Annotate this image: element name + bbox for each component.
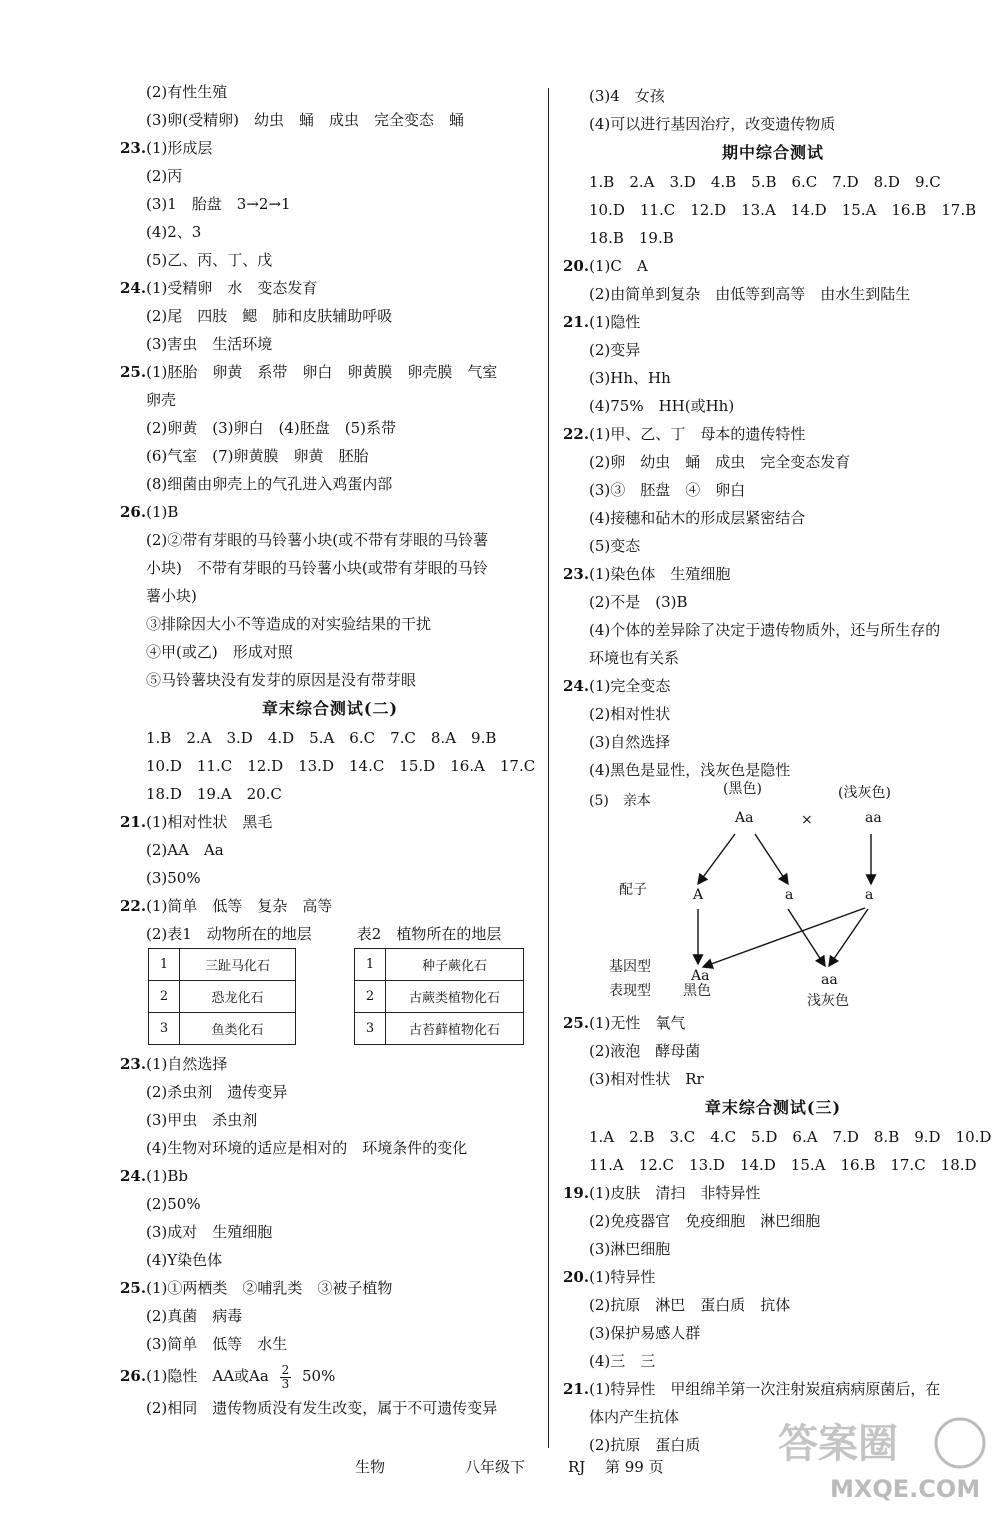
answer-text: (1)皮肤 清扫 非特异性 bbox=[589, 1184, 761, 1202]
stratum-index: 1 bbox=[149, 949, 180, 981]
answer-line bbox=[120, 246, 540, 274]
table-row bbox=[355, 949, 524, 981]
right-answer-lines bbox=[563, 82, 983, 138]
answer-text: (8)细菌由卵壳上的气孔进入鸡蛋内部 bbox=[146, 475, 393, 493]
answer-text: (2)②带有芽眼的马铃薯小块(或不带有芽眼的马铃薯 bbox=[146, 531, 489, 549]
answer-line bbox=[120, 302, 540, 330]
answer-text: (1)完全变态 bbox=[589, 677, 671, 695]
answer-text: (1)甲、乙、丁 母本的遗传特性 bbox=[589, 425, 806, 443]
left-answer-lines bbox=[120, 78, 540, 694]
answer-line bbox=[120, 808, 540, 836]
answer-line bbox=[563, 280, 983, 308]
answer-text: (3)50% bbox=[146, 869, 201, 887]
question-number: 22. bbox=[120, 897, 147, 915]
stratum-index: 3 bbox=[355, 1013, 386, 1045]
answer-text: 1.B 2.A 3.D 4.D 5.A 6.C 7.C 8.A 9.B bbox=[146, 729, 497, 747]
genetics-cross-diagram bbox=[563, 781, 983, 1009]
answer-text: (2)AA Aa bbox=[146, 841, 224, 859]
answer-text: (2)抗原 蛋白质 bbox=[589, 1436, 701, 1454]
answer-line bbox=[120, 1190, 540, 1218]
fossil-name: 鱼类化石 bbox=[180, 1013, 296, 1045]
answer-line bbox=[120, 752, 540, 780]
stratum-index: 2 bbox=[355, 981, 386, 1013]
answer-line: (2)相同 遗传物质没有发生改变，属于不可遗传变异 bbox=[146, 1399, 498, 1417]
parent-genotype-1: Aa bbox=[735, 810, 754, 826]
answer-line bbox=[120, 1218, 540, 1246]
answer-text: (3)成对 生殖细胞 bbox=[146, 1223, 273, 1241]
answer-text: (3)Hh、Hh bbox=[589, 369, 671, 387]
answer-line bbox=[120, 554, 540, 582]
answer-line bbox=[563, 644, 983, 672]
answer-line bbox=[563, 700, 983, 728]
answer-line bbox=[563, 168, 983, 196]
answer-text: (2)50% bbox=[146, 1195, 201, 1213]
answer-text: 11.A 12.C 13.D 14.D 15.A 16.B 17.C 18.D bbox=[589, 1156, 977, 1174]
fossil-name: 三趾马化石 bbox=[180, 949, 296, 981]
left-column bbox=[120, 78, 540, 1422]
question-number: 26. bbox=[120, 503, 147, 521]
answer-line bbox=[120, 190, 540, 218]
answer-line bbox=[120, 470, 540, 498]
answer-line bbox=[563, 1375, 983, 1403]
answer-text: 体内产生抗体 bbox=[589, 1408, 680, 1426]
answer-text: (1)Bb bbox=[146, 1167, 188, 1185]
answer-text: (3)简单 低等 水生 bbox=[146, 1335, 288, 1353]
answer-line bbox=[563, 1319, 983, 1347]
answer-text: (1)特异性 bbox=[589, 1268, 656, 1286]
answer-text: (2)由简单到复杂 由低等到高等 由水生到陆生 bbox=[589, 285, 911, 303]
answer-text: (4)75% HH(或Hh) bbox=[589, 397, 735, 415]
footer-grade: 八年级下 bbox=[465, 1458, 526, 1476]
section-title-midterm: 期中综合测试 bbox=[721, 143, 824, 162]
answer-text: (3)淋巴细胞 bbox=[589, 1240, 671, 1258]
answer-line bbox=[120, 134, 540, 162]
question-number: 20. bbox=[563, 1268, 590, 1286]
answer-text: 1.A 2.B 3.C 4.C 5.D 6.A 7.D 8.B 9.D 10.D bbox=[589, 1128, 992, 1146]
answer-text: (1)简单 低等 复杂 高等 bbox=[146, 897, 333, 915]
answer-line bbox=[563, 504, 983, 532]
answer-text: (1)①两栖类 ②哺乳类 ③被子植物 bbox=[146, 1279, 393, 1297]
answer-line bbox=[120, 1162, 540, 1190]
answer-text: (2)相对性状 bbox=[589, 705, 671, 723]
answer-text: (4)生物对环境的适应是相对的 环境条件的变化 bbox=[146, 1139, 468, 1157]
fossil-name: 古蕨类植物化石 bbox=[386, 981, 524, 1013]
answer-line bbox=[120, 1078, 540, 1106]
answer-line bbox=[120, 892, 540, 920]
footer-page-number: 第 99 页 bbox=[605, 1458, 664, 1476]
answer-text: (1)染色体 生殖细胞 bbox=[589, 565, 731, 583]
question-number: 25. bbox=[120, 363, 147, 381]
answer-line bbox=[120, 1134, 540, 1162]
answer-line bbox=[120, 498, 540, 526]
question-number: 21. bbox=[563, 1380, 590, 1398]
svg-text:答案圈: 答案圈 bbox=[778, 1421, 898, 1467]
answer-line bbox=[120, 330, 540, 358]
answer-text: 18.D 19.A 20.C bbox=[146, 785, 282, 803]
answer-text: (3)1 胎盘 3→2→1 bbox=[146, 195, 291, 213]
question-number: 23. bbox=[563, 565, 590, 583]
answer-text: (4)接穗和砧木的形成层紧密结合 bbox=[589, 509, 806, 527]
answer-line bbox=[563, 1123, 992, 1151]
answer-line bbox=[563, 308, 983, 336]
answer-line bbox=[120, 106, 540, 134]
answer-text: (1)形成层 bbox=[146, 139, 213, 157]
answer-line bbox=[120, 78, 540, 106]
watermark-logo bbox=[770, 1405, 995, 1505]
question-number: 20. bbox=[563, 257, 590, 275]
answer-text: ⑤马铃薯块没有发芽的原因是没有带芽眼 bbox=[146, 671, 417, 689]
fossil-name: 古苔藓植物化石 bbox=[386, 1013, 524, 1045]
tables-caption: (2)表1 动物所在的地层 表2 植物所在的地层 bbox=[146, 925, 502, 943]
answer-line bbox=[563, 448, 983, 476]
answer-text: (2)有性生殖 bbox=[146, 83, 228, 101]
answer-line bbox=[120, 780, 540, 808]
right-column bbox=[563, 82, 992, 1459]
answer-text: (4)黑色是显性，浅灰色是隐性 bbox=[589, 761, 791, 779]
answer-text: (4)可以进行基因治疗，改变遗传物质 bbox=[589, 115, 836, 133]
answer-text: (2)变异 bbox=[589, 341, 641, 359]
answer-text: (1)受精卵 水 变态发育 bbox=[146, 279, 318, 297]
watermark-badge-icon bbox=[770, 1405, 995, 1505]
answer-text: (1)胚胎 卵黄 系带 卵白 卵黄膜 卵壳膜 气室 bbox=[146, 363, 498, 381]
stratum-index: 3 bbox=[149, 1013, 180, 1045]
parent-genotype-2: aa bbox=[865, 810, 882, 826]
answer-text: 小块) 不带有芽眼的马铃薯小块(或带有芽眼的马铃 bbox=[146, 559, 488, 577]
section-title-chapter-test-2: 章末综合测试(二) bbox=[261, 699, 399, 718]
table-row bbox=[149, 1013, 296, 1045]
chapter-test-2-lines bbox=[120, 724, 540, 920]
answer-text: 18.B 19.B bbox=[589, 229, 674, 247]
table-row bbox=[149, 949, 296, 981]
parent-label: (5) 亲本 bbox=[589, 793, 651, 809]
answer-line bbox=[120, 218, 540, 246]
answer-text: 10.D 11.C 12.D 13.A 14.D 15.A 16.B 17.B bbox=[589, 201, 977, 219]
section-title-chapter-test-3: 章末综合测试(三) bbox=[704, 1098, 842, 1117]
answer-line bbox=[120, 1246, 540, 1274]
answer-line bbox=[120, 1330, 540, 1358]
gray-label: (浅灰色) bbox=[838, 785, 891, 801]
gamete-1: A bbox=[693, 887, 704, 903]
answer-text: (5)乙、丙、丁、戊 bbox=[146, 251, 273, 269]
answer-text: (1)特异性 甲组绵羊第一次注射炭疽病病原菌后，在 bbox=[589, 1380, 941, 1398]
answer-line bbox=[563, 588, 983, 616]
answer-line bbox=[563, 110, 983, 138]
answer-line bbox=[120, 526, 540, 554]
stratum-index: 1 bbox=[355, 949, 386, 981]
answer-text: (1)自然选择 bbox=[146, 1055, 228, 1073]
offspring-phenotype-1: 黑色 bbox=[683, 983, 711, 999]
question-number: 24. bbox=[563, 677, 590, 695]
answer-line bbox=[120, 162, 540, 190]
answer-text: (1)C A bbox=[589, 257, 648, 275]
answer-text: 10.D 11.C 12.D 13.D 14.C 15.D 16.A 17.C bbox=[146, 757, 536, 775]
chapter-test-2-lines-continued bbox=[120, 1050, 540, 1358]
answer-text: (2)杀虫剂 遗传变异 bbox=[146, 1083, 288, 1101]
answer-text: (2)卵 幼虫 蛹 成虫 完全变态发育 bbox=[589, 453, 851, 471]
table-row bbox=[355, 981, 524, 1013]
answer-line bbox=[563, 1207, 983, 1235]
answer-text: 卵壳 bbox=[146, 391, 177, 409]
answer-text: 1.B 2.A 3.D 4.B 5.B 6.C 7.D 8.D 9.C bbox=[589, 173, 941, 191]
answer-line bbox=[120, 864, 540, 892]
gamete-2: a bbox=[785, 887, 794, 903]
answer-26: 26.(1)隐性 AA或Aa $\frac{2}{3}$ 50% bbox=[120, 1362, 336, 1391]
answer-line bbox=[120, 724, 540, 752]
answer-text: (3)相对性状 Rr bbox=[589, 1070, 704, 1088]
answer-line bbox=[563, 224, 983, 252]
answer-line bbox=[563, 1291, 983, 1319]
answer-line bbox=[563, 1037, 983, 1065]
footer-subject: 生物 bbox=[355, 1458, 386, 1476]
answer-text: (2)真菌 病毒 bbox=[146, 1307, 243, 1325]
answer-line bbox=[563, 616, 983, 644]
answer-text: (1)无性 氧气 bbox=[589, 1014, 686, 1032]
answer-text: 薯小块) bbox=[146, 587, 197, 605]
answer-line bbox=[563, 756, 983, 784]
answer-line bbox=[563, 1347, 983, 1375]
answer-line bbox=[563, 476, 983, 504]
cross-symbol: × bbox=[801, 812, 813, 828]
question-number: 23. bbox=[120, 1055, 147, 1073]
answer-text: (4)个体的差异除了决定于遗传物质外，还与所生存的 bbox=[589, 621, 941, 639]
black-label: (黑色) bbox=[723, 781, 762, 797]
answer-line bbox=[120, 1050, 540, 1078]
answer-line bbox=[563, 1151, 983, 1179]
answer-text: (2)卵黄 (3)卵白 (4)胚盘 (5)系带 bbox=[146, 419, 396, 437]
answer-text: (4)Y染色体 bbox=[146, 1251, 223, 1269]
gamete-label: 配子 bbox=[619, 882, 647, 898]
footer-edition: RJ bbox=[568, 1458, 586, 1476]
answer-text: (2)丙 bbox=[146, 167, 183, 185]
answer-text: (3)害虫 生活环境 bbox=[146, 335, 273, 353]
answer-line bbox=[120, 1302, 540, 1330]
answer-line bbox=[120, 386, 540, 414]
question-number: 24. bbox=[120, 1167, 147, 1185]
answer-text: 环境也有关系 bbox=[589, 649, 680, 667]
table-row bbox=[355, 1013, 524, 1045]
answer-line bbox=[120, 638, 540, 666]
answer-text: (4)2、3 bbox=[146, 223, 202, 241]
fossil-name: 种子蕨化石 bbox=[386, 949, 524, 981]
answer-text: (3)自然选择 bbox=[589, 733, 671, 751]
answer-line bbox=[120, 582, 540, 610]
answer-line bbox=[563, 1009, 983, 1037]
answer-text: ④甲(或乙) 形成对照 bbox=[146, 643, 293, 661]
table-plant-strata bbox=[354, 948, 524, 1045]
fraction: $\frac{2}{3}$ bbox=[281, 1362, 290, 1391]
answer-line bbox=[563, 420, 983, 448]
answer-text: (1)相对性状 黑毛 bbox=[146, 813, 273, 831]
question-number: 24. bbox=[120, 279, 147, 297]
answer-text: (3)卵(受精卵) 幼虫 蛹 成虫 完全变态 蛹 bbox=[146, 111, 464, 129]
answer-line bbox=[120, 1274, 540, 1302]
column-divider bbox=[548, 88, 549, 1448]
answer-line bbox=[120, 274, 540, 302]
answer-text: (6)气室 (7)卵黄膜 卵黄 胚胎 bbox=[146, 447, 369, 465]
answer-line bbox=[563, 1263, 983, 1291]
answer-text: (2)液泡 酵母菌 bbox=[589, 1042, 701, 1060]
question-number: 23. bbox=[120, 139, 147, 157]
answer-line bbox=[120, 358, 540, 386]
table-row bbox=[149, 981, 296, 1013]
answer-text: (3)甲虫 杀虫剂 bbox=[146, 1111, 258, 1129]
answer-line bbox=[563, 252, 983, 280]
answer-text: (5)变态 bbox=[589, 537, 641, 555]
gamete-3: a bbox=[865, 887, 874, 903]
answer-line bbox=[120, 610, 540, 638]
answer-text: (2)免疫器官 免疫细胞 淋巴细胞 bbox=[589, 1212, 821, 1230]
svg-text:MXQE.COM: MXQE.COM bbox=[830, 1475, 981, 1503]
answer-text: (3)③ 胚盘 ④ 卵白 bbox=[589, 481, 746, 499]
question-number: 22. bbox=[563, 425, 590, 443]
offspring-phenotype-2: 浅灰色 bbox=[807, 993, 849, 1009]
midterm-lines bbox=[563, 168, 983, 784]
answer-line bbox=[563, 392, 983, 420]
answer-text: (3)保护易感人群 bbox=[589, 1324, 701, 1342]
fossil-name: 恐龙化石 bbox=[180, 981, 296, 1013]
midterm-lines-continued bbox=[563, 1009, 983, 1093]
offspring-genotype-1: Aa bbox=[691, 968, 710, 984]
answer-line bbox=[120, 1106, 540, 1134]
answer-line bbox=[120, 414, 540, 442]
answer-line bbox=[563, 336, 983, 364]
answer-text: (2)不是 (3)B bbox=[589, 593, 688, 611]
answer-line bbox=[563, 532, 983, 560]
answer-line bbox=[120, 836, 540, 864]
question-number: 21. bbox=[563, 313, 590, 331]
answer-line bbox=[563, 1235, 983, 1263]
question-number: 19. bbox=[563, 1184, 590, 1202]
question-number: 25. bbox=[120, 1279, 147, 1297]
genotype-label: 基因型 bbox=[609, 959, 651, 975]
answer-text: ③排除因大小不等造成的对实验结果的干扰 bbox=[146, 615, 432, 633]
answer-line bbox=[563, 728, 983, 756]
answer-text: (2)抗原 淋巴 蛋白质 抗体 bbox=[589, 1296, 791, 1314]
answer-line bbox=[563, 560, 983, 588]
strata-tables bbox=[146, 948, 540, 1050]
answer-text: (1)B bbox=[146, 503, 179, 521]
answer-line bbox=[563, 364, 983, 392]
answer-text: (2)尾 四肢 鳃 肺和皮肤辅助呼吸 bbox=[146, 307, 393, 325]
answer-line bbox=[563, 82, 983, 110]
question-number: 25. bbox=[563, 1014, 590, 1032]
answer-text: (3)4 女孩 bbox=[589, 87, 665, 105]
answer-line bbox=[120, 666, 540, 694]
question-number: 21. bbox=[120, 813, 147, 831]
phenotype-label: 表现型 bbox=[609, 983, 651, 999]
answer-text: (1)隐性 bbox=[589, 313, 641, 331]
answer-line bbox=[563, 1065, 983, 1093]
answer-text: (4)三 三 bbox=[589, 1352, 656, 1370]
stratum-index: 2 bbox=[149, 981, 180, 1013]
answer-line bbox=[563, 672, 983, 700]
table-animal-strata bbox=[148, 948, 296, 1045]
offspring-genotype-2: aa bbox=[821, 972, 838, 988]
answer-line bbox=[120, 442, 540, 470]
answer-line bbox=[563, 196, 983, 224]
answer-line bbox=[563, 1179, 983, 1207]
